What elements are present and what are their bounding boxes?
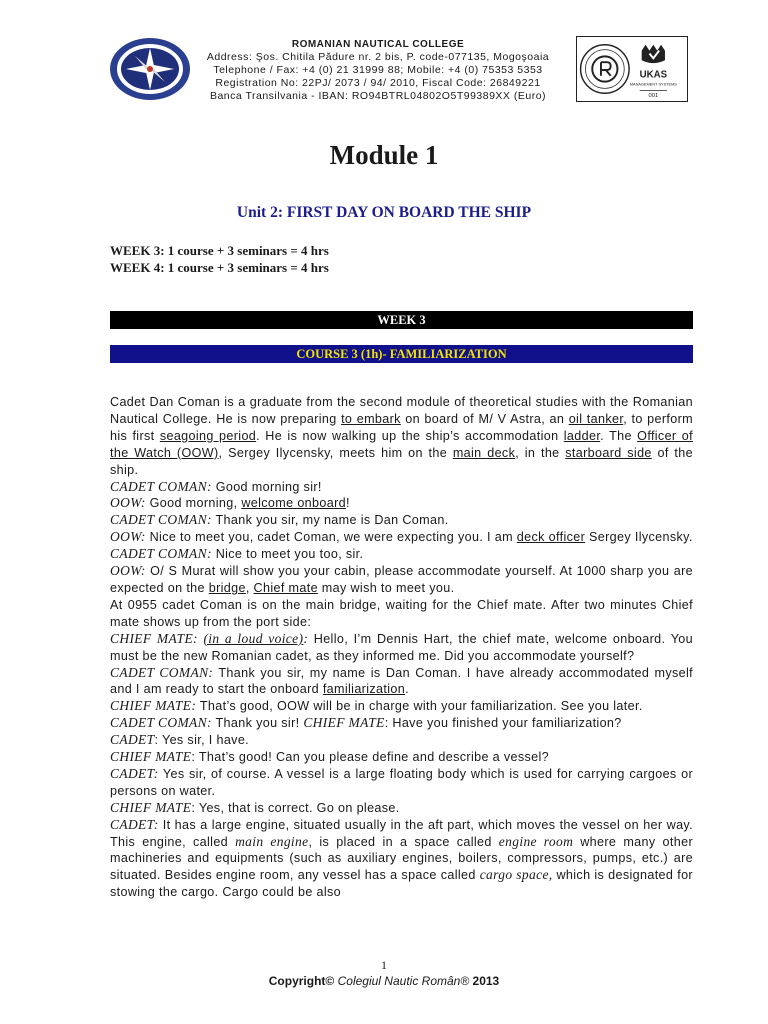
dialogue-paragraph [110,394,693,479]
letterhead-text [198,38,558,103]
text-run: Officer of the Watch (OOW) [110,428,693,460]
dialogue-paragraph [110,732,693,749]
text-run: : Yes, that is correct. Go on please. [191,800,400,815]
text-run: ladder [563,428,601,443]
dialogue-paragraph [110,597,693,631]
text-run: CADET: [110,816,159,832]
text-run: , [245,580,254,595]
text-run: CADET COMAN: [110,715,212,731]
dialogue-paragraph [110,495,693,512]
text-run: welcome onboard [241,496,346,511]
dialogue-paragraph [110,665,693,699]
text-run: OOW: [110,563,146,579]
text-run: main engine [235,833,309,849]
svg-text:MANAGEMENT SYSTEMS: MANAGEMENT SYSTEMS [629,81,677,87]
college-bank: Banca Transilvania - IBAN: RO94BTRL04802O5T99389XX (Euro) [209,90,547,102]
text-run: (in a loud voice) [203,630,304,646]
copyright-footer [0,974,768,988]
text-run: , in the [515,445,566,460]
text-run: on board of M/ V Astra, an [400,411,569,426]
text-run: CHIEF MATE [110,749,192,765]
text-run: , to perform his first [110,411,693,443]
text-run: , Sergey Ilycensky, meets him on the [218,445,453,460]
text-run: ! [346,496,350,511]
text-run: At 0955 cadet Coman is on the main bridge, waiting for the Chief mate. After two minutes Chief mate shows up from the port side: [110,597,693,629]
unit-title: Unit 2: FIRST DAY ON BOARD THE SHIP [236,204,532,221]
text-run: CHIEF MATE: [110,698,197,714]
text-run: CADET: [110,765,159,781]
dialogue-paragraph [110,715,693,732]
text-run: may wish to meet you. [317,580,455,595]
college-phone: Telephone / Fax: +4 (0) 21 31999 88; Mobile: +4 (0) 75353 5353 [213,64,543,76]
dialogue-paragraph [110,817,693,902]
text-run: CHIEF MATE [303,715,385,731]
text-run: CADET [110,732,155,748]
text-run: CADET COMAN: [110,546,212,562]
text-run: starboard side [565,445,652,460]
svg-text:UKAS: UKAS [639,69,668,81]
college-name: ROMANIAN NAUTICAL COLLEGE [291,39,465,50]
text-run: CADET COMAN: [110,512,212,528]
text-run: Thank you sir, my name is Dan Coman. [211,513,449,528]
text-run: to embark [341,411,401,426]
text-run: oil tanker [568,411,624,426]
text-run: Hello, I’m Dennis Hart, the chief mate, welcome onboard. You must be the new Romanian cadet, as they informed me. Did you accommodate yourself? [110,631,693,663]
text-run: : Yes sir, I have. [154,733,250,748]
dialogue-paragraph [110,766,693,800]
copyright-prefix: Copyright© [268,974,335,988]
text-run: bridge [208,580,246,595]
dialogue-paragraph [110,529,693,546]
text-run: Thank you sir! [211,716,304,731]
course-banner: COURSE 3 (1h)- FAMILIARIZATION [110,345,693,363]
text-run: That’s good, OOW will be in charge with your familiarization. See you later. [196,699,643,714]
text-run: engine room [498,833,574,849]
dialogue-paragraph [110,749,693,766]
text-run: CHIEF MATE: [110,630,198,646]
dialogue-paragraph [110,512,693,529]
dialogue-paragraph [110,800,693,817]
text-run: seagoing period [159,428,257,443]
text-run: : [303,630,309,646]
text-run: main deck [452,445,516,460]
week-schedule-3: WEEK 3: 1 course + 3 seminars = 4 hrs [110,243,329,258]
text-run: : Have you finished your familiarization? [384,716,622,731]
text-run: OOW: [110,529,146,545]
dialogue-paragraph [110,546,693,563]
text-run: Yes sir, of course. A vessel is a large floating body which is used for carrying cargoes or persons on water. [110,766,693,798]
college-compass-logo-icon [108,36,192,102]
letterhead [108,36,708,106]
text-run: of the ship. [110,445,693,477]
college-address: Address: Şos. Chitila Pădure nr. 2 bis, P. code-077135, Mogoşoaia [206,51,550,63]
college-registration: Registration No: 22PJ/ 2073 / 94/ 2010, Fiscal Code: 26849221 [215,77,541,89]
text-run: CADET COMAN: [110,478,212,494]
text-run: . The [600,428,638,443]
text-run: familiarization [322,682,406,697]
text-run: CHIEF MATE [110,799,192,815]
text-run: deck officer [516,530,586,545]
text-run: Nice to meet you too, sir. [211,547,364,562]
ukas-crown-icon [642,45,665,63]
copyright-name: Colegiul Nautic Român® [337,974,470,988]
module-title: Module 1 [329,140,439,170]
text-run: Cadet Dan Coman is a graduate from the second module of theoretical studies with the Romanian Nautical College. He is now preparing [110,395,693,426]
dialogue-paragraph [110,631,693,665]
text-run: CADET COMAN: [110,664,214,680]
dialogue-paragraph [110,479,693,496]
text-run: Thank you sir, my name is Dan Coman. I have already accommodated myself and I am ready to start the onboard [110,665,693,697]
svg-text:001: 001 [648,93,659,100]
text-run: Nice to meet you, cadet Coman, we were expecting you. I am [145,530,517,545]
text-run: . [405,682,409,697]
text-run: which is designated for stowing the cargo. Cargo could be also [110,868,693,900]
dialogue-paragraph [110,698,693,715]
text-run: . He is now walking up the ship’s accommodation [256,428,564,443]
certification-logos [576,36,688,102]
quality-seal-icon [581,45,629,93]
text-run: , is placed in a space called [308,834,499,849]
text-run: Sergey Ilycensky. [585,530,693,545]
text-run: Good morning, [145,496,242,511]
text-run: cargo space, [479,867,553,883]
week-banner: WEEK 3 [110,311,693,329]
text-run: : That’s good! Can you please define and describe a vessel? [191,750,550,765]
copyright-year: 2013 [472,974,500,988]
text-run: where many other machineries and equipments (such as auxiliary engines, boilers, compressors, pumps, etc.) are situated. Besides engine room, any vessel has a space called [110,834,694,883]
text-run: It has a large engine, situated usually in the aft part, which moves the vessel on her way. This engine, called [110,817,693,849]
page-number: 1 [381,958,387,972]
dialogue-paragraph [110,563,693,597]
text-run: Good morning sir! [211,479,322,494]
text-run: Chief mate [253,580,318,595]
dialogue-text [110,394,693,901]
text-run: OOW: [110,495,146,511]
text-run: O/ S Murat will show you your cabin, please accommodate yourself. At 1000 sharp you are expected on the [110,564,693,595]
week-schedule-4: WEEK 4: 1 course + 3 seminars = 4 hrs [110,260,329,275]
